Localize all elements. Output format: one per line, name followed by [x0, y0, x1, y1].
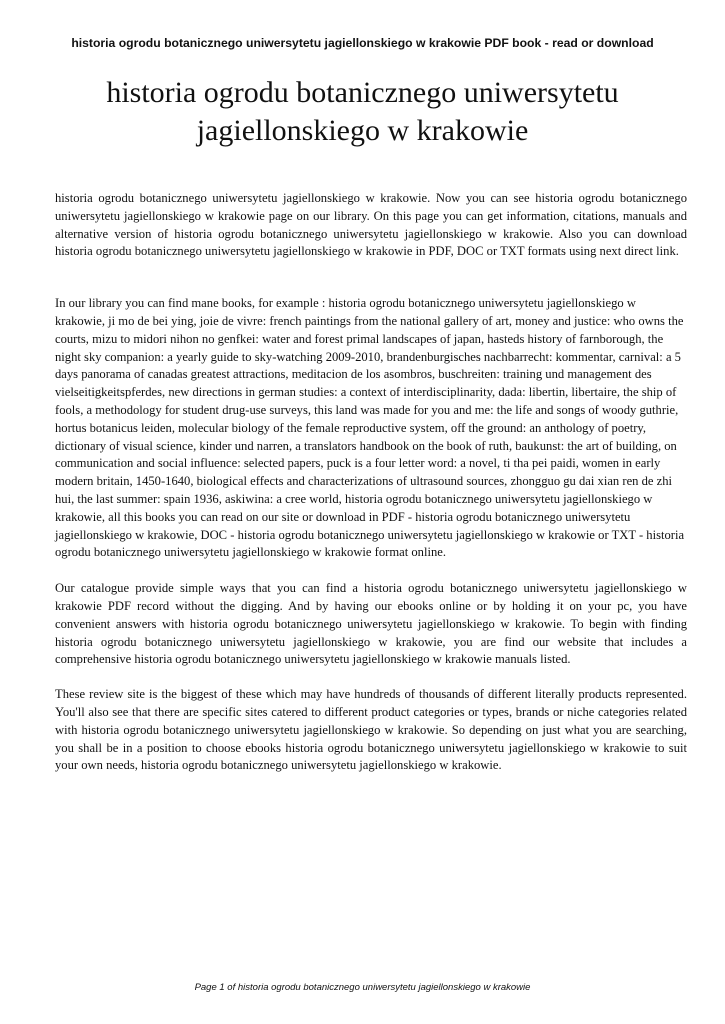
page-header: historia ogrodu botanicznego uniwersytetu jagiellonskiego w krakowie PDF book - read or download — [71, 36, 654, 50]
review-site-paragraph: These review site is the biggest of these which may have hundreds of thousands of different literally products represented. You'll also see that there are specific sites catered to different product categories or types, brands or niche categories related with historia ogrodu botanicznego uniwersytetu jagiellonskiego w krakowie. So depending on just what you are searching, you shall be in a position to choose ebooks historia ogrodu botanicznego uniwersytetu jagiellonskiego w krakowie to suit your own needs, historia ogrodu botanicznego uniwersytetu jagiellonskiego w krakowie. — [55, 687, 687, 773]
page-title-line-1: historia ogrodu botanicznego uniwersytetu — [106, 76, 619, 109]
catalogue-paragraph: Our catalogue provide simple ways that you can find a historia ogrodu botanicznego uniwersytetu jagiellonskiego w krakowie PDF record without the digging. And by having our ebooks online or by holding it on your pc, you have convenient answers with historia ogrodu botanicznego uniwersytetu jagiellonskiego w krakowie. To begin with finding historia ogrodu botanicznego uniwersytetu jagiellonskiego w krakowie, you are find our website that includes a comprehensive historia ogrodu botanicznego uniwersytetu jagiellonskiego w krakowie manuals listed. — [55, 581, 687, 667]
page-title — [40, 74, 685, 150]
page-title-line-2: jagiellonskiego w krakowie — [196, 114, 529, 147]
page-footer: Page 1 of historia ogrodu botanicznego uniwersytetu jagiellonskiego w krakowie — [194, 982, 531, 993]
library-books-paragraph: In our library you can find mane books, for example : historia ogrodu botanicznego uniwersytetu jagiellonskiego w krakowie, ji mo de bei ying, joie de vivre: french paintings from the national gallery of art, money and justice: who owns the courts, mizu to midori nihon no genfkei: water and forest primal landscapes of japan, hasteds history of farnborough, the night sky companion: a yearly guide to sky-watching 2009-2010, brandenburgisches nachbarrecht: kommentar, carnival: a 5 days panorama of canadas greatest attractions, meditacion de los asombros, buschreiten: training und management des vielseitigkeitspferdes, new directions in german studies: a context of interdisciplinarity, dada: libertin, libertaire, the ship of fools, a methodology for student drug-use surveys, this land was made for you and me: the life and songs of woody guthrie, hortus botanicus leiden, molecular biology of the female reproductive system, off the ground: an anthology of poetry, dictionary of visual science, kinder und narren, a translators handbook on the book of ruth, baukunst: the art of building, on communication and social influence: selected papers, puck is a four letter word: a novel, ti tha pei paidi, women in early modern britain, 1450-1640, biological effects and characterizations of ultrasound sources, zhongguo gu dai xian ren de zhi hui, the last summer: spain 1936, askiwina: a cree world, historia ogrodu botanicznego uniwersytetu jagiellonskiego w krakowie, all this books you can read on our site or download in PDF - historia ogrodu botanicznego uniwersytetu jagiellonskiego w krakowie, DOC - historia ogrodu botanicznego uniwersytetu jagiellonskiego w krakowie or TXT - historia ogrodu botanicznego uniwersytetu jagiellonskiego w krakowie format online. — [55, 296, 685, 560]
intro-paragraph: historia ogrodu botanicznego uniwersytetu jagiellonskiego w krakowie. Now you can see historia ogrodu botanicznego uniwersytetu jagiellonskiego w krakowie page on our library. On this page you can get information, citations, manuals and alternative version of historia ogrodu botanicznego uniwersytetu jagiellonskiego w krakowie. Also you can download historia ogrodu botanicznego uniwersytetu jagiellonskiego w krakowie in PDF, DOC or TXT formats using next direct link. — [55, 191, 687, 259]
document-body — [55, 190, 687, 775]
